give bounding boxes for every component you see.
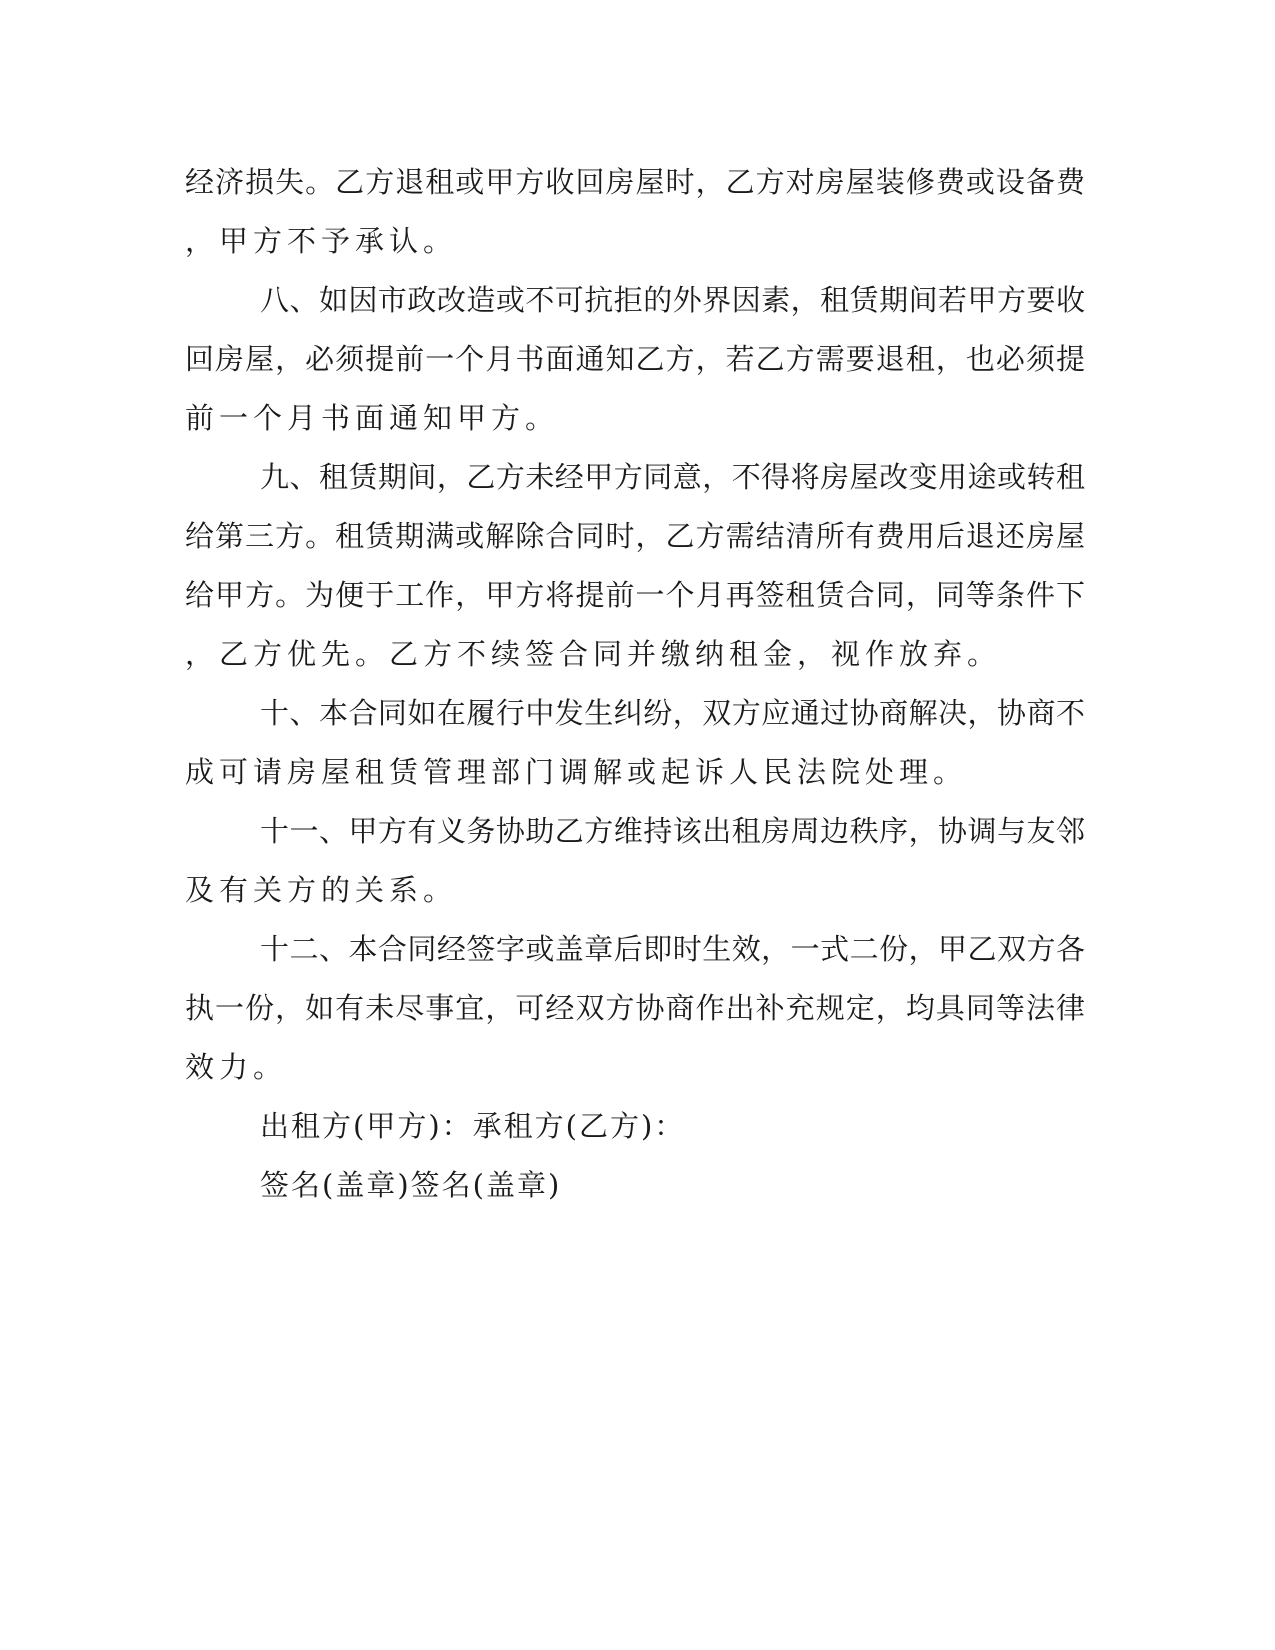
clause-9-line: 九、租赁期间，乙方未经甲方同意，不得将房屋改变用途或转租 — [260, 460, 1085, 494]
clause-11-line: 十一、甲方有义务协助乙方维持该出租房周边秩序，协调与友邻 — [260, 814, 1085, 848]
clause-8-line: 八、如因市政改造或不可抗拒的外界因素，租赁期间若甲方要收 — [260, 283, 1085, 317]
text-line: 前一个月书面通知甲方。 — [185, 401, 560, 435]
clause-10-line: 十、本合同如在履行中发生纠纷，双方应通过协商解决，协商不 — [260, 696, 1085, 730]
clause-12-line: 十二、本合同经签字或盖章后即时生效，一式二份，甲乙双方各 — [260, 932, 1085, 966]
text-line: 执一份，如有未尽事宜，可经双方协商作出补充规定，均具同等法律 — [185, 991, 1085, 1025]
party-labels-line: 出租方(甲方)：承租方(乙方)： — [260, 1109, 686, 1143]
text-line: 给第三方。租赁期满或解除合同时，乙方需结清所有费用后退还房屋 — [185, 519, 1085, 553]
text-line: 回房屋，必须提前一个月书面通知乙方，若乙方需要退租，也必须提 — [185, 342, 1085, 376]
text-line: 成可请房屋租赁管理部门调解或起诉人民法院处理。 — [185, 755, 968, 789]
text-line: 给甲方。为便于工作，甲方将提前一个月再签租赁合同，同等条件下 — [185, 578, 1085, 612]
text-line: 经济损失。乙方退租或甲方收回房屋时，乙方对房屋装修费或设备费 — [185, 165, 1085, 199]
signature-line: 签名(盖章)签名(盖章) — [260, 1168, 562, 1202]
text-line: ，甲方不予承认。 — [185, 224, 458, 258]
text-line: 及有关方的关系。 — [185, 873, 458, 907]
text-line: 效力。 — [185, 1050, 288, 1084]
text-line: ，乙方优先。乙方不续签合同并缴纳租金，视作放弃。 — [185, 637, 1002, 671]
